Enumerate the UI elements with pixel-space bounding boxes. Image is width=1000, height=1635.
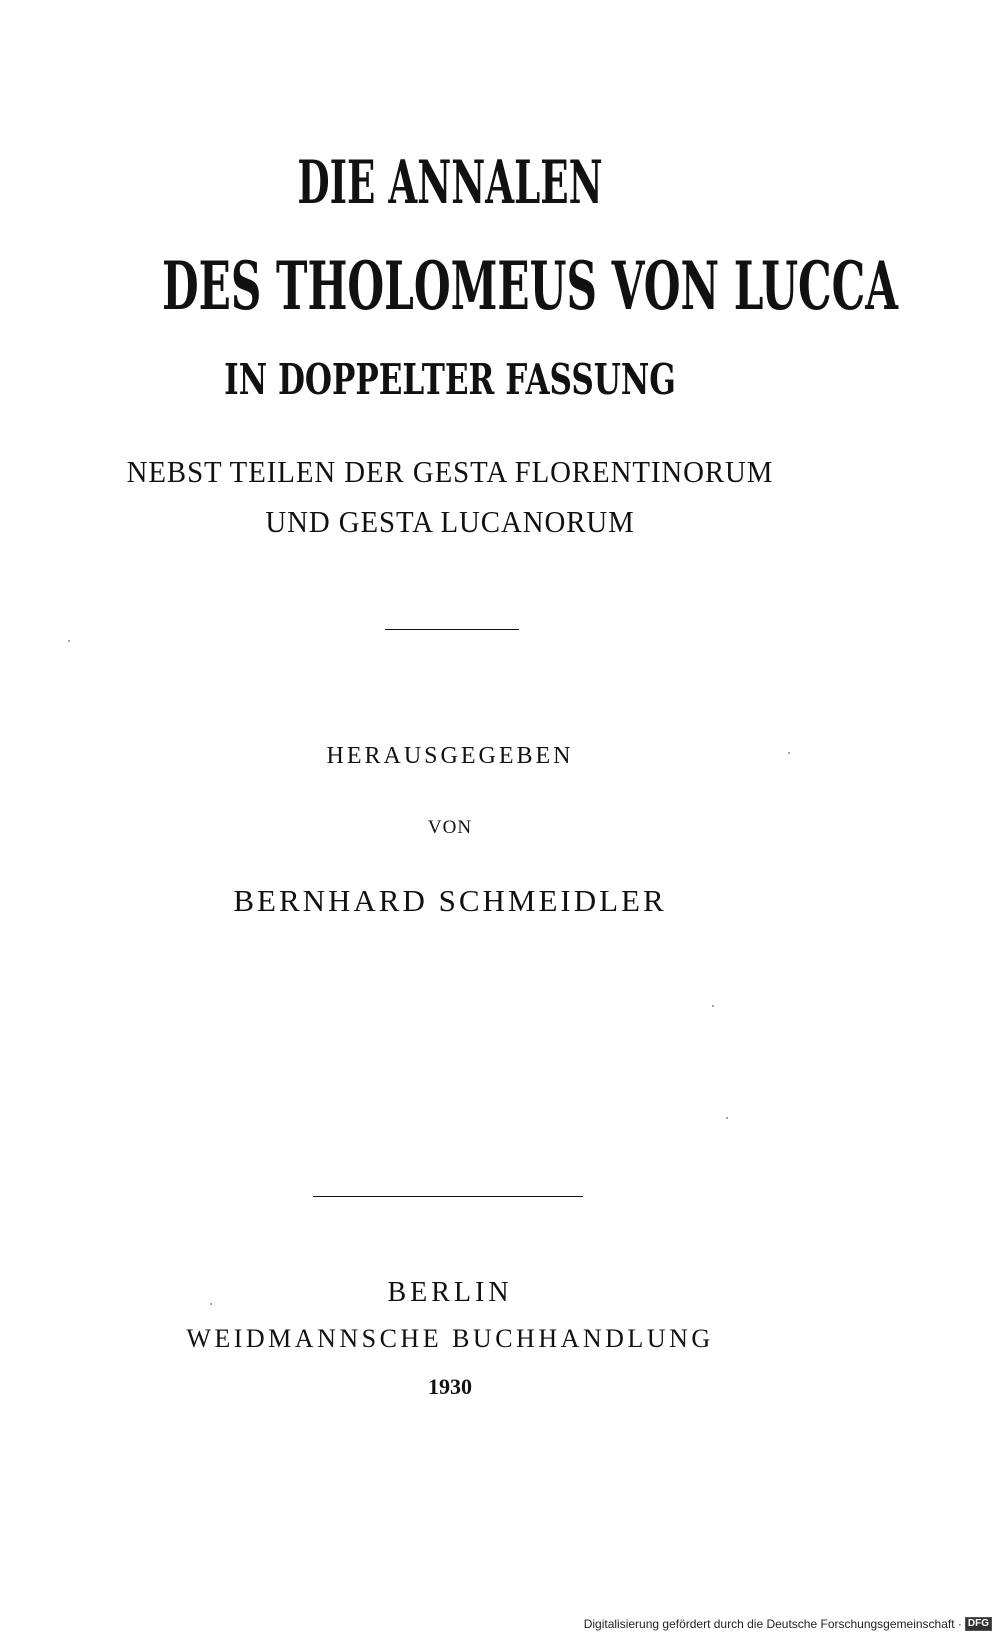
paper-speck — [68, 640, 70, 642]
divider-rule-top — [385, 629, 519, 630]
paper-speck — [788, 752, 790, 754]
by-label: VON — [427, 817, 473, 838]
title-line-3: IN DOPPELTER FASSUNG — [224, 355, 676, 404]
paper-speck — [726, 1117, 728, 1119]
digitization-credit: Digitalisierung gefördert durch die Deutsche Forschungsgemeinschaft · — [583, 1617, 962, 1631]
title-line-2: DES THOLOMEUS VON LUCCA — [162, 247, 899, 325]
divider-rule-bottom — [313, 1196, 583, 1197]
imprint-publisher: WEIDMANNSCHE BUCHHANDLUNG — [186, 1324, 714, 1353]
subtitle-line-2: UND GESTA LUCANORUM — [265, 504, 635, 539]
subtitle-line-1: NEBST TEILEN DER GESTA FLORENTINORUM — [126, 454, 774, 489]
imprint-city: BERLIN — [387, 1277, 513, 1308]
paper-speck — [712, 1005, 714, 1007]
dfg-logo-icon: DFG — [965, 1617, 992, 1631]
digitization-footer — [584, 1617, 992, 1631]
title-line-1: DIE ANNALEN — [297, 148, 603, 218]
edited-label: HERAUSGEGEBEN — [326, 743, 574, 769]
paper-speck — [210, 1303, 212, 1305]
imprint-year: 1930 — [428, 1374, 472, 1399]
editor-name: BERNHARD SCHMEIDLER — [233, 883, 667, 918]
